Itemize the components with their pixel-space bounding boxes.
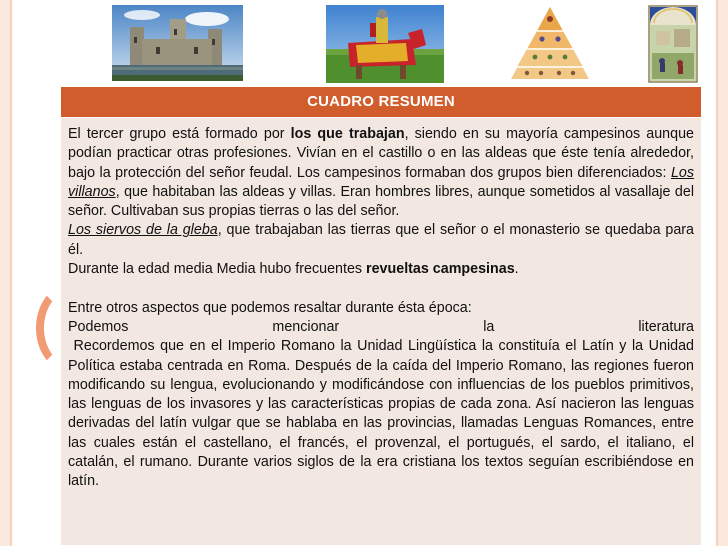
paragraph-revueltas xyxy=(68,260,694,279)
paragraph-workers xyxy=(68,125,694,221)
right-frame-line xyxy=(716,0,718,546)
text-span: . xyxy=(514,261,519,278)
text-span: , que trabajaban las tierras que el señor o el monasterio se quedaba para él. xyxy=(68,222,694,258)
table-body xyxy=(61,118,701,492)
table-title: CUADRO RESUMEN xyxy=(61,87,701,118)
summary-table xyxy=(60,86,702,546)
text-span: El tercer grupo está formado por xyxy=(68,126,291,142)
paragraph-literatura: Podemos mencionar la literatura xyxy=(68,318,694,335)
text-span: , siendo en su mayoría campesinos aunque podían practicar otras profesiones. Vivían en el castillo o en las aldeas que éste tenía alrededor, bajo la protección del señor feudal. Los campesinos formaban dos grupos bien diferenciados: xyxy=(68,126,694,181)
paragraph-aspectos: Entre otros aspectos que podemos resaltar durante ésta época: xyxy=(68,299,472,316)
bold-term-revueltas-campesinas: revueltas campesinas xyxy=(366,261,515,278)
medieval-miniature-painting xyxy=(648,5,698,83)
paragraph-lenguas-romances: Recordemos que en el Imperio Romano la Unidad Lingüística la constituía el Latín y la Unidad Política estaba centrada en Roma. Después de la caída del Imperio Romano, las regiones fueron modificando su lengua, evolucionando y modificándose con influencias de los pueblos primitivos, las lenguas de los invasores y las características propias de cada zona. Así nacieron las lenguas derivadas del latín vulgar que se hablaba en las provincias, llamadas Lenguas Romances, entre las cuales están el castellano, el francés, el provenzal, el portugués, el sardo, el italiano, el catalán, el rumano. Durante varios siglos de la era cristiana los textos seguían escribiéndose en latín. xyxy=(68,338,698,490)
feudal-pyramid-diagram xyxy=(509,5,591,81)
knight-on-horse-photo xyxy=(326,5,444,83)
text-span: Durante la edad media Media hubo frecuentes xyxy=(68,261,367,278)
paragraph-gap xyxy=(68,279,694,298)
term-los-siervos-de-la-gleba: Los siervos de la gleba xyxy=(68,222,218,239)
bold-term-los-que-trabajan: los que trabajan xyxy=(290,126,405,142)
term-los-villanos: Los villanos xyxy=(68,164,694,200)
right-frame-border xyxy=(718,0,728,546)
text-span: , que habitaban las aldeas y villas. Eran hombres libres, aunque sometidos al vasallaje del señor. Cultivaban sus propias tierras o las del señor. xyxy=(68,183,694,220)
left-frame-border xyxy=(0,0,10,546)
left-frame-line xyxy=(10,0,12,546)
castle-photo xyxy=(112,5,243,81)
paragraph-siervos xyxy=(68,221,694,260)
